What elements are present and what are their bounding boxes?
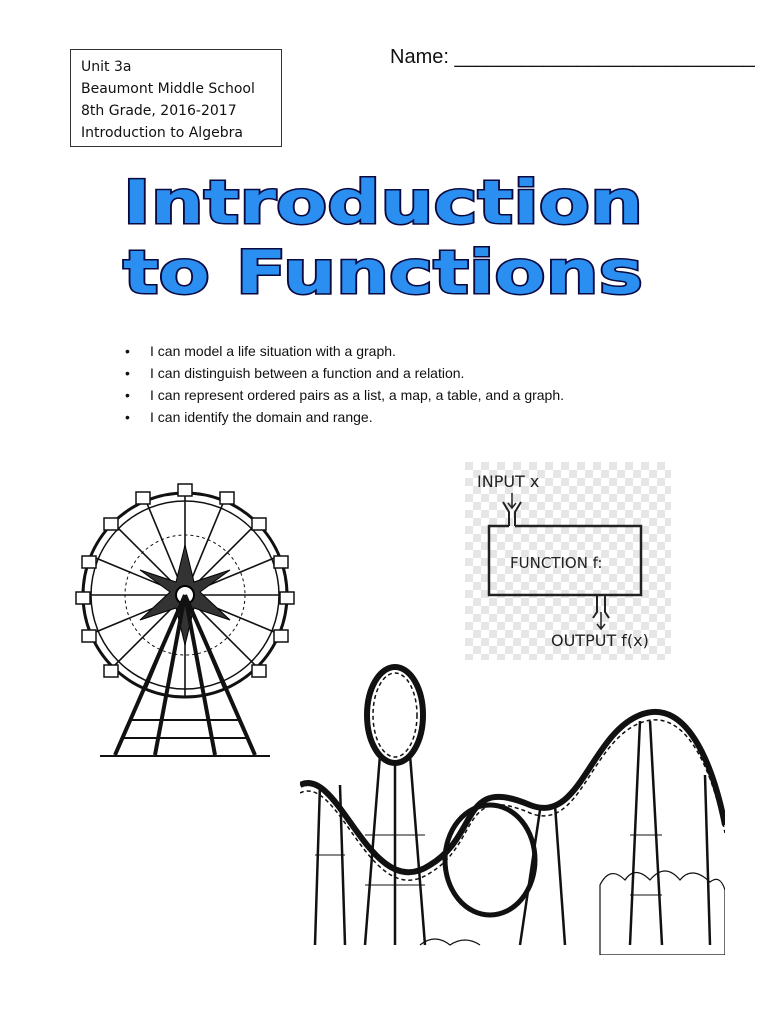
- input-label: INPUT x: [477, 472, 540, 491]
- grade-year: 8th Grade, 2016-2017: [81, 103, 237, 119]
- course-name: Introduction to Algebra: [81, 125, 243, 141]
- roller-coaster-illustration: [300, 655, 725, 955]
- ferris-wheel-illustration: [70, 470, 310, 770]
- learning-goals-list: [125, 340, 564, 428]
- learning-goal: • I can represent ordered pairs as a list, a map, a table, and a graph.: [125, 384, 564, 406]
- function-label: FUNCTION f:: [510, 554, 603, 572]
- function-machine-diagram: [465, 462, 671, 660]
- course-info-box: [70, 49, 282, 147]
- unit-label: Unit 3a: [81, 59, 132, 75]
- title-line-1: Introduction: [123, 168, 643, 238]
- name-field[interactable]: Name: ___________________________: [390, 46, 755, 68]
- page-title: [115, 165, 655, 305]
- title-line-2: to Functions: [123, 238, 643, 305]
- output-label: OUTPUT f(x): [551, 631, 649, 650]
- learning-goal: • I can model a life situation with a graph.: [125, 340, 564, 362]
- learning-goal: • I can identify the domain and range.: [125, 406, 564, 428]
- school-name: Beaumont Middle School: [81, 81, 255, 97]
- learning-goal: • I can distinguish between a function and a relation.: [125, 362, 564, 384]
